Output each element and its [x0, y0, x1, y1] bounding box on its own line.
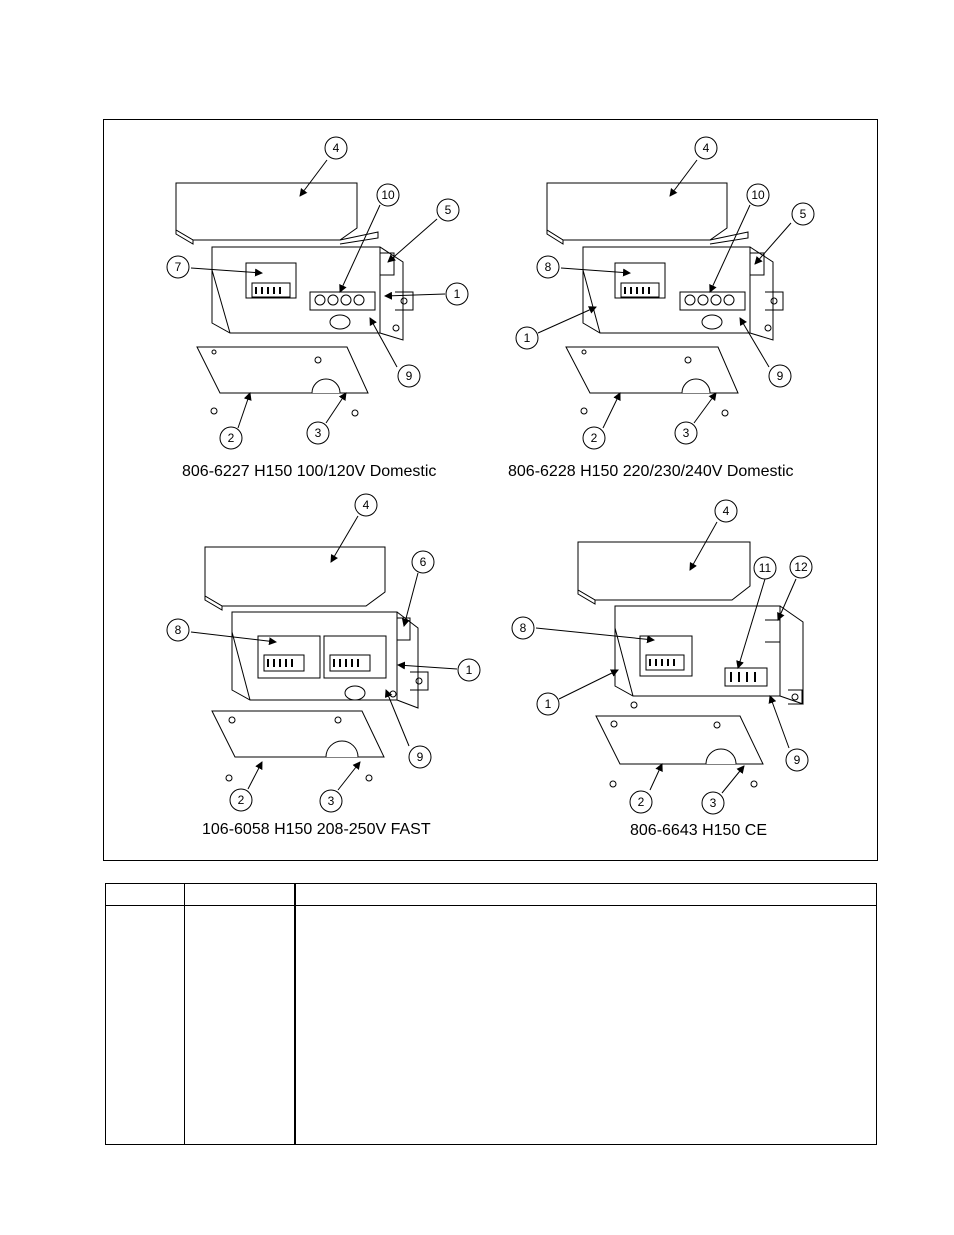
callout-br-3: 8	[519, 621, 527, 635]
callout-bl-2: 8	[174, 623, 182, 637]
callout-tr-3: 8	[544, 260, 552, 274]
callout-tl-3: 7	[174, 260, 182, 274]
caption-bottom-left: 106-6058 H150 208-250V FAST	[202, 821, 431, 838]
callout-br-1: 11	[758, 561, 772, 575]
callout-bl-4: 9	[416, 750, 424, 764]
callout-tr-6: 2	[590, 431, 598, 445]
callout-tl-4: 1	[453, 287, 461, 301]
caption-top-right: 806-6228 H150 220/230/240V Domestic	[508, 463, 794, 480]
callout-tr-2: 5	[799, 207, 807, 221]
assembly-top-left	[176, 183, 413, 416]
callout-bl-1: 6	[419, 555, 427, 569]
parts-table-header	[106, 884, 876, 906]
callout-tl-5: 9	[405, 369, 413, 383]
callout-br-0: 4	[722, 504, 730, 518]
callout-bl-0: 4	[362, 498, 370, 512]
callout-tl-7: 3	[314, 426, 322, 440]
callout-tr-5: 9	[776, 369, 784, 383]
column-divider	[294, 884, 296, 1144]
parts-table	[105, 883, 877, 1145]
callout-tl-2: 5	[444, 203, 452, 217]
callout-br-5: 9	[793, 753, 801, 767]
callout-tl-0: 4	[332, 141, 340, 155]
callout-tr-7: 3	[682, 426, 690, 440]
assembly-bottom-left	[205, 547, 428, 781]
callout-br-2: 12	[794, 560, 808, 574]
callout-tr-0: 4	[702, 141, 710, 155]
callout-br-7: 3	[709, 796, 717, 810]
callout-bl-3: 1	[465, 663, 473, 677]
callout-tl-6: 2	[227, 431, 235, 445]
column-divider	[184, 884, 185, 1144]
callout-br-6: 2	[637, 795, 645, 809]
callout-tr-1: 10	[751, 188, 765, 202]
assembly-top-right	[544, 183, 783, 416]
assembly-bottom-right	[578, 542, 803, 787]
callout-br-4: 1	[544, 697, 552, 711]
callout-tl-1: 10	[381, 188, 395, 202]
callout-tr-4: 1	[523, 331, 531, 345]
caption-top-left: 806-6227 H150 100/120V Domestic	[182, 463, 437, 480]
callout-bl-5: 2	[237, 793, 245, 807]
caption-bottom-right: 806-6643 H150 CE	[630, 822, 767, 839]
callout-bl-6: 3	[327, 794, 335, 808]
